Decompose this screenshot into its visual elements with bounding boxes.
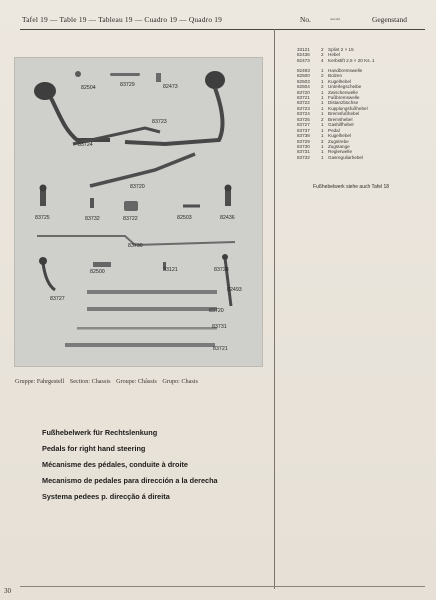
regulator-shaft-part <box>77 327 217 330</box>
part-desc: Bremsfußhebel <box>328 111 360 117</box>
lever-part-83728 <box>225 258 231 306</box>
part-number: 83727 <box>297 122 310 128</box>
figure-label: 82493 <box>227 287 242 293</box>
pedal-arm-left <box>51 98 110 140</box>
part-number: 82436 <box>297 52 310 58</box>
part-qty: 1 <box>321 100 324 106</box>
part-number: 82503 <box>297 78 310 84</box>
part-desc: Kerbstift 2,5 × 20 Ks. 1 <box>328 57 375 63</box>
parts-list <box>287 47 427 160</box>
figure-label: 82500 <box>90 269 105 275</box>
part-number: 82493 <box>297 67 310 73</box>
parts-illustration <box>15 58 263 367</box>
part-desc: Zugstrebe <box>328 138 349 144</box>
handbrake-shaft-part <box>87 290 217 294</box>
part-number: 83724 <box>297 111 310 117</box>
part-number: 83732 <box>297 154 310 160</box>
list-item <box>287 155 427 160</box>
column-divider <box>274 29 275 589</box>
part-desc: Hebel <box>328 52 341 58</box>
title-de: Fußhebelwerk für Rechtslenkung <box>42 428 158 437</box>
part-qty: 4 <box>321 57 324 63</box>
part-desc: Bremshebel <box>328 116 353 122</box>
part-desc: Handbremswelle <box>328 67 363 73</box>
figure-label: 83732 <box>85 216 100 222</box>
part-desc: Zugstange <box>328 143 350 149</box>
figure-label: 83730 <box>128 243 143 249</box>
group-en: Section: Chassis <box>69 378 111 385</box>
part-desc: Kugelhebel <box>328 78 351 84</box>
washer-part <box>75 71 81 77</box>
title-es: Mecanismo de pedales para dirección a la derecha <box>42 476 218 485</box>
part-number: 82473 <box>297 57 310 63</box>
part-number: 33121 <box>297 47 310 52</box>
figure-label: 83727 <box>50 296 65 302</box>
figure-label: 83731 <box>212 324 227 330</box>
figure-label: 83720 <box>130 184 145 190</box>
intermediate-shaft-part <box>87 307 217 311</box>
figure-label: 83728 <box>214 267 229 273</box>
bolt-part <box>93 262 111 267</box>
part-qty: 1 <box>321 133 324 139</box>
part-desc: Zwischenwelle <box>328 89 358 95</box>
part-desc: Fußbremswelle <box>328 95 360 100</box>
pedal-pad-right <box>205 71 225 89</box>
part-number: 83730 <box>297 143 310 149</box>
figure-label: 82473 <box>163 84 178 90</box>
figure-label: 83722 <box>123 216 138 222</box>
part-qty: 2 <box>321 52 324 58</box>
title-en: Pedals for right hand steering <box>42 444 146 453</box>
part-number: 83722 <box>297 100 310 106</box>
pin-part <box>156 73 161 82</box>
header-rule <box>20 29 425 30</box>
part-qty: 1 <box>321 154 324 160</box>
parts-photo-plate <box>14 57 263 367</box>
part-desc: Pedal <box>328 127 340 133</box>
group-de: Gruppe: Fahrgestell <box>15 378 65 385</box>
pedal-arm-right <box>125 88 222 144</box>
part-desc: Kupplungsfußhebel <box>328 105 368 111</box>
figure-label: 83729 <box>120 82 135 88</box>
part-number: 82500 <box>297 73 310 79</box>
figure-label: 83720 <box>209 308 224 314</box>
multilingual-titles <box>42 425 218 505</box>
figure-label: 82436 <box>220 215 235 221</box>
gas-lever-knob <box>39 257 47 265</box>
part-qty: 1 <box>321 95 324 100</box>
figure-label: 83721 <box>213 346 228 352</box>
group-es: Grupo: Chasis <box>162 378 198 385</box>
part-number: 83725 <box>297 116 310 122</box>
part-desc: Kugelhebel <box>328 133 351 139</box>
footbrake-shaft-part <box>65 343 215 347</box>
part-qty: 1 <box>321 149 324 155</box>
part-desc: Gashilfhebel <box>328 122 354 128</box>
part-desc: Unterlegscheibe <box>328 84 362 90</box>
regulator-lever-part <box>90 198 94 208</box>
bushing-part <box>124 201 138 211</box>
brake-lever-head <box>40 185 47 192</box>
figure-label: 83723 <box>152 119 167 125</box>
part-number: 83731 <box>297 149 310 155</box>
title-pt: Systema pedees p. direcção á direita <box>42 492 170 501</box>
lever-head-82436 <box>225 185 232 192</box>
part-qty: 1 <box>321 143 324 149</box>
part-qty: 1 <box>321 127 324 133</box>
figure-label: 83725 <box>35 215 50 221</box>
part-number: 83737 <box>297 127 310 133</box>
plate-titles: Tafel 19 — Table 19 — Tableau 19 — Cuadro 19 — Quadro 19 <box>22 15 223 24</box>
footer-rule <box>20 586 425 587</box>
column-anzahl-label: Anzahl <box>330 17 341 21</box>
part-number: 83721 <box>297 95 310 100</box>
group-fr: Groupe: Châssis <box>116 378 157 385</box>
part-number: 83723 <box>297 105 310 111</box>
part-qty: 1 <box>321 122 324 128</box>
part-qty: 1 <box>321 89 324 95</box>
figure-label: 33121 <box>163 267 178 273</box>
part-qty: 1 <box>321 111 324 117</box>
part-desc: Distanzbüchse <box>328 100 359 106</box>
part-qty: 1 <box>321 67 324 73</box>
part-qty: 2 <box>321 47 324 52</box>
part-qty: 2 <box>321 73 324 79</box>
list-item <box>287 58 427 63</box>
part-number: 83729 <box>297 138 310 144</box>
page-number: 30 <box>4 587 11 595</box>
part-desc: Bolzen <box>328 73 343 79</box>
part-qty: 1 <box>321 78 324 84</box>
part-desc: Gasreguliarhebel <box>328 154 363 160</box>
gas-lever-part <box>43 263 55 290</box>
column-no-label: No. <box>300 15 311 24</box>
column-gegenstand-label: Gegenstand <box>372 15 407 24</box>
lever-head-83728 <box>222 254 228 260</box>
part-qty: 1 <box>321 105 324 111</box>
part-desc: Reglerwelle <box>328 149 353 155</box>
diagonal-shaft <box>90 154 195 186</box>
figure-label: 82503 <box>177 215 192 221</box>
group-line <box>15 378 202 385</box>
cross-reference-note: Fußhebelwerk siehe auch Tafel 18 <box>313 184 390 190</box>
page-header <box>14 12 424 38</box>
part-qty: 2 <box>321 138 324 144</box>
figure-label: 82504 <box>81 85 96 91</box>
strut-part <box>110 73 140 76</box>
part-number: 83738 <box>297 133 310 139</box>
figure-label: 83724 <box>78 142 93 148</box>
part-number: 82504 <box>297 84 310 90</box>
part-number: 83720 <box>297 89 310 95</box>
part-qty: 2 <box>321 116 324 122</box>
title-fr: Mécanisme des pédales, conduite à droite <box>42 460 188 469</box>
part-desc: Splint 2 × 15 <box>328 47 354 52</box>
part-qty: 2 <box>321 84 324 90</box>
